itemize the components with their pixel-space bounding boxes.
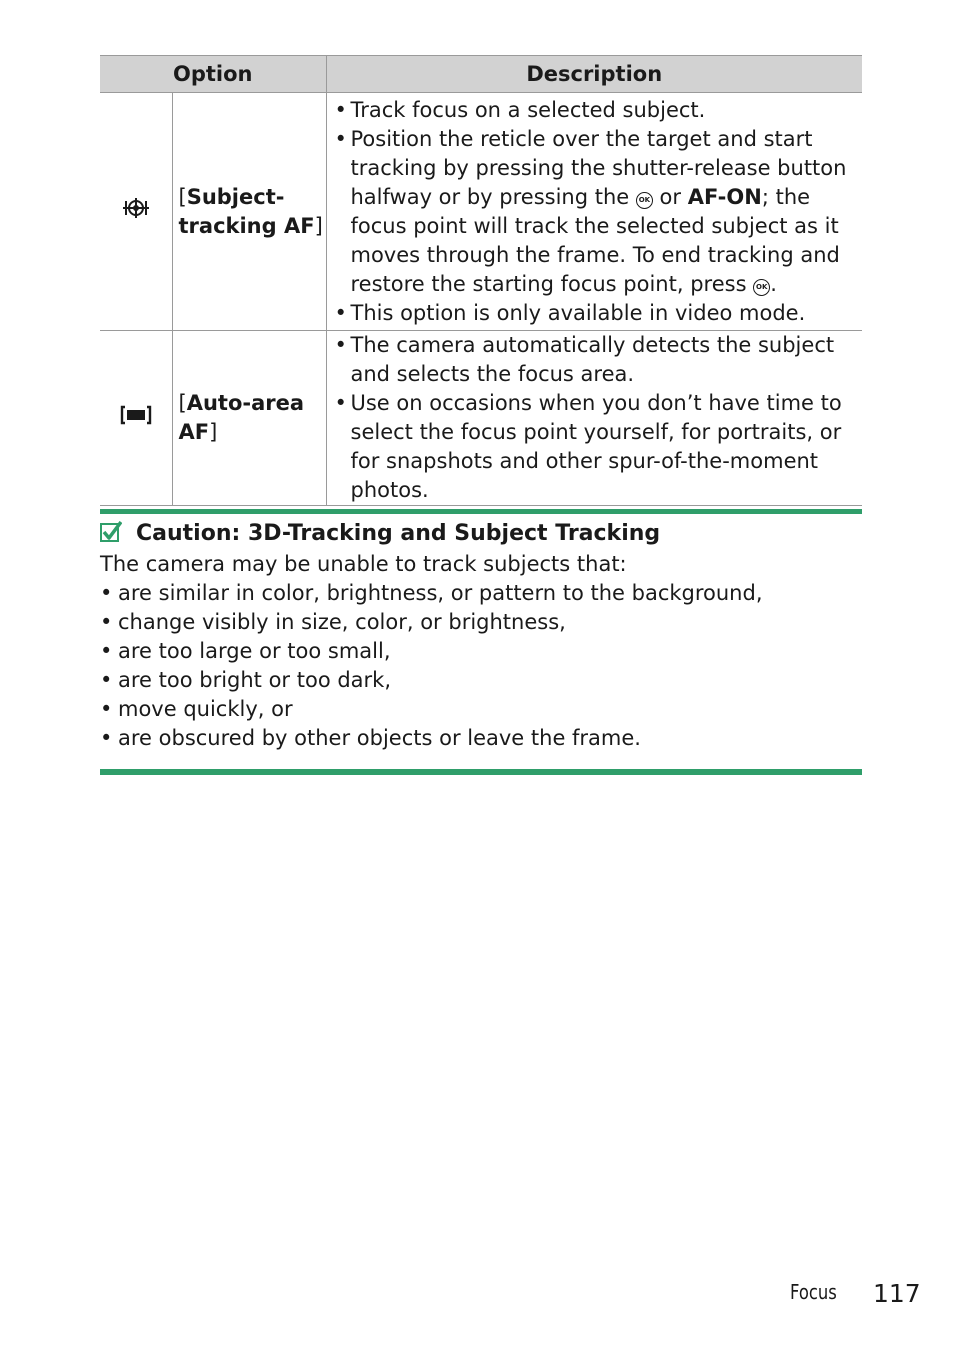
option-name-cell xyxy=(172,93,326,331)
description-text: or xyxy=(652,184,688,209)
subject-tracking-icon xyxy=(122,200,150,224)
caution-list-item: • are too bright or too dark, xyxy=(100,666,862,695)
description-text: . xyxy=(770,271,777,296)
options-table xyxy=(100,55,862,506)
description-text: This option is only available in video mode. xyxy=(350,300,806,325)
description-text: Track focus on a selected subject. xyxy=(350,97,706,122)
description-text: Position the reticle over the target and start tracking by pressing the shutter-release button halfway or by pressing the xyxy=(350,126,847,209)
description-bullet xyxy=(333,331,859,389)
option-column-header: Option xyxy=(100,56,326,93)
footer-section-name: Focus xyxy=(790,1280,837,1304)
option-icon-cell xyxy=(100,93,172,331)
description-bullet-list xyxy=(333,331,859,505)
button-name: AF-ON xyxy=(687,184,762,209)
option-description-cell xyxy=(326,93,862,331)
checkmark-icon xyxy=(100,521,122,543)
option-description-cell xyxy=(326,331,862,506)
ok-button-icon: OK xyxy=(753,279,770,296)
caution-box xyxy=(100,509,862,775)
table-row xyxy=(100,93,862,331)
table-header-row xyxy=(100,56,862,93)
caution-bottom-rule xyxy=(100,769,862,775)
table-row xyxy=(100,331,862,506)
description-column-header: Description xyxy=(326,56,862,93)
caution-list-item: • move quickly, or xyxy=(100,695,862,724)
caution-list-item: • are too large or too small, xyxy=(100,637,862,666)
caution-bullet-list xyxy=(100,579,862,753)
description-text: ; the focus point will track the selected subject as it moves through the frame. To end tracking and restore the starting focus point, press xyxy=(350,184,840,296)
description-bullet xyxy=(333,96,859,125)
description-text: Use on occasions when you don’t have time to select the focus point yourself, for portraits, or for snapshots and other spur-of-the-moment photos. xyxy=(350,391,842,502)
description-bullet xyxy=(333,125,859,299)
caution-body xyxy=(100,550,862,753)
option-label-auto-area: [Auto-area AF] xyxy=(178,391,305,444)
description-bullet-list xyxy=(333,96,859,328)
ok-button-icon: OK xyxy=(636,192,653,209)
caution-intro: The camera may be unable to track subjects that: xyxy=(100,552,627,576)
description-bullet xyxy=(333,389,859,505)
caution-list-item: • change visibly in size, color, or brightness, xyxy=(100,608,862,637)
option-icon-cell xyxy=(100,331,172,506)
caution-title-row xyxy=(100,519,660,549)
page-number: 117 xyxy=(873,1279,921,1308)
auto-area-icon xyxy=(120,406,152,430)
caution-top-rule xyxy=(100,509,862,514)
description-text: The camera automatically detects the subject and selects the focus area. xyxy=(350,333,835,386)
caution-list-item: • are similar in color, brightness, or pattern to the background, xyxy=(100,579,862,608)
caution-title: Caution: 3D-Tracking and Subject Tracking xyxy=(136,521,661,546)
caution-list-item: • are obscured by other objects or leave the frame. xyxy=(100,724,862,753)
option-label-subject-tracking: [Subject-tracking AF] xyxy=(178,184,323,238)
option-name-cell xyxy=(172,331,326,506)
description-bullet xyxy=(333,299,859,328)
